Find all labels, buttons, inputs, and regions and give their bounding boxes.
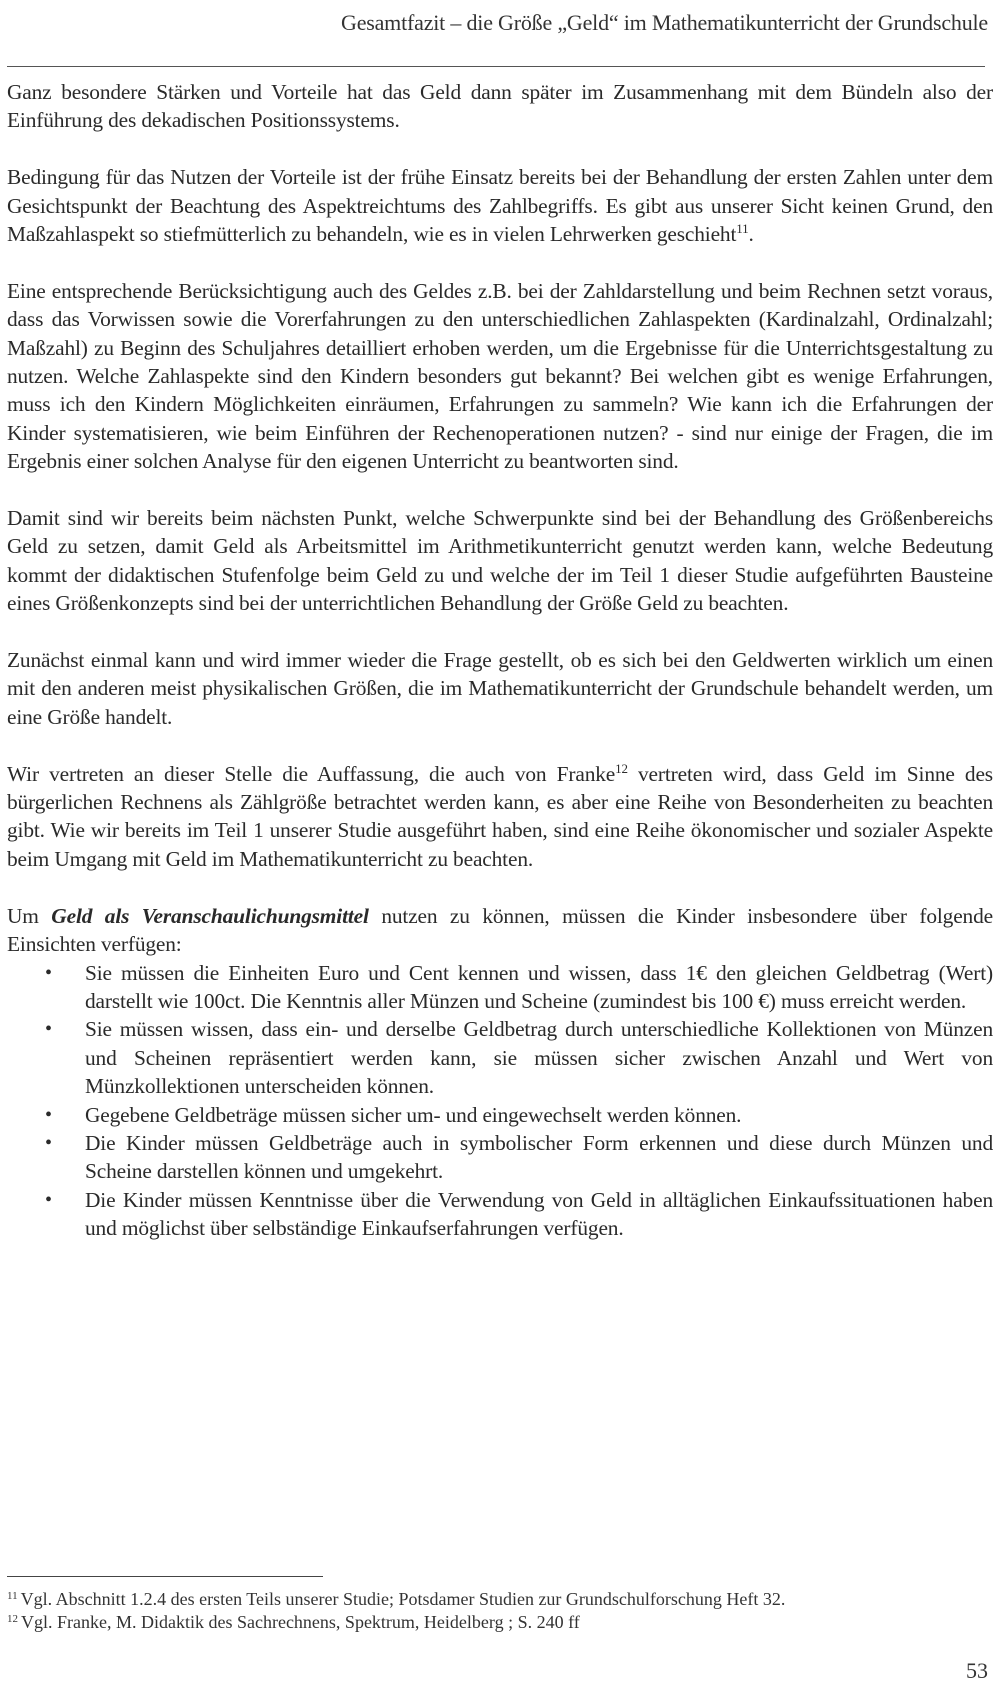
- running-header: Gesamtfazit – die Größe „Geld“ im Mathematikunterricht der Grundschule: [341, 10, 988, 35]
- footnote-text: Vgl. Franke, M. Didaktik des Sachrechnens, Spektrum, Heidelberg ; S. 240 ff: [21, 1612, 580, 1632]
- list-item-text: Sie müssen die Einheiten Euro und Cent kennen und wissen, dass 1€ den gleichen Geldbetrag (Wert) darstellt wie 100ct. Die Kenntnis aller Münzen und Scheine (zumindest bis 100 €) muss erreicht werden.: [85, 960, 993, 1013]
- paragraph-6: [7, 760, 993, 874]
- paragraph-6-start: Wir vertreten an dieser Stelle die Auffassung, die auch von Franke: [7, 761, 616, 786]
- bullet-icon: •: [45, 1103, 52, 1126]
- paragraph-6-end: vertreten wird, dass Geld im Sinne des bürgerlichen Rechnens als Zählgröße betrachtet werden kann, es aber eine Reihe von Besonderheiten zu beachten gibt. Wie wir bereits im Teil 1 unserer Studie ausgeführt haben, sind eine Reihe ökonomischer und sozialer Aspekte beim Umgang mit Geld im Mathematikunterricht zu beachten.: [7, 761, 993, 871]
- bullet-icon: •: [45, 961, 52, 984]
- footnote-ref-11[interactable]: 11: [736, 221, 749, 237]
- insights-bullet-list: [7, 959, 993, 1243]
- paragraph-7-end: nutzen zu können, müssen die Kinder insbesondere über folgende Einsichten verfügen:: [7, 903, 993, 957]
- footnote-12: [7, 1611, 987, 1634]
- paragraph-2-text: Bedingung für das Nutzen der Vorteile ist der frühe Einsatz bereits bei der Behandlung der ersten Zahlen unter dem Gesichtspunkt der Beachtung des Aspektreichtums des Zahlbegriffs. Es gibt aus unserer Sicht keinen Grund, den Maßzahlaspekt so stiefmütterlich zu behandeln, wie es in vielen Lehrwerken geschieht: [7, 165, 993, 247]
- paragraph-7: [7, 902, 993, 959]
- list-item: [7, 1129, 993, 1186]
- list-item-text: Die Kinder müssen Kenntnisse über die Verwendung von Geld in alltäglichen Einkaufssituationen haben und möglichst über selbständige Einkaufserfahrungen verfügen.: [85, 1187, 993, 1241]
- header-divider: [7, 66, 985, 67]
- footnote-divider: [7, 1576, 323, 1577]
- footnote-number: 12: [7, 1613, 18, 1625]
- paragraph-1: Ganz besondere Stärken und Vorteile hat das Geld dann später im Zusammenhang mit dem Bündeln also der Einführung des dekadischen Positionssystems.: [7, 80, 993, 133]
- list-item: [7, 1101, 993, 1129]
- list-item: [7, 1015, 993, 1100]
- emphasis-geld-als-veranschaulichungsmittel: Geld als Veranschaulichungsmittel: [51, 903, 369, 928]
- footnotes: [7, 1588, 987, 1634]
- list-item: [7, 1186, 993, 1243]
- paragraph-5: Zunächst einmal kann und wird immer wieder die Frage gestellt, ob es sich bei den Geldwerten wirklich um einen mit den anderen meist physikalischen Größen, die im Mathematikunterricht der Grundschule behandelt werden, um eine Größe handelt.: [7, 648, 993, 729]
- body-text: [7, 78, 993, 1243]
- list-item: [7, 959, 993, 1016]
- footnote-text: Vgl. Abschnitt 1.2.4 des ersten Teils unserer Studie; Potsdamer Studien zur Grundschulforschung Heft 32.: [20, 1589, 786, 1609]
- bullet-icon: •: [45, 1018, 52, 1041]
- bullet-icon: •: [45, 1131, 52, 1154]
- list-item-text: Sie müssen wissen, dass ein- und derselbe Geldbetrag durch unterschiedliche Kollektionen von Münzen und Scheinen repräsentiert werden kann, sie müssen sicher zwischen Anzahl und Wert von Münzkollektionen unterscheiden können.: [85, 1017, 993, 1099]
- paragraph-2-end: .: [748, 222, 754, 247]
- footnote-ref-12[interactable]: 12: [615, 760, 628, 776]
- list-item-text: Gegebene Geldbeträge müssen sicher um- und eingewechselt werden können.: [85, 1102, 742, 1127]
- paragraph-2: [7, 163, 993, 248]
- paragraph-4: Damit sind wir bereits beim nächsten Punkt, welche Schwerpunkte sind bei der Behandlung des Größenbereichs Geld zu setzen, damit Geld als Arbeitsmittel im Arithmetikunterricht genutzt werden kann, welche Bedeutung kommt der didaktischen Stufenfolge beim Geld zu und welche der im Teil 1 dieser Studie aufgeführten Bausteine eines Größenkonzepts sind bei der unterrichtlichen Behandlung der Größe Geld zu beachten.: [7, 506, 993, 616]
- list-item-text: Die Kinder müssen Geldbeträge auch in symbolischer Form erkennen und diese durch Münzen und Scheine darstellen können und umgekehrt.: [85, 1130, 993, 1184]
- paragraph-7-start: Um: [7, 903, 52, 928]
- footnote-number: 11: [7, 1590, 18, 1602]
- bullet-icon: •: [45, 1188, 52, 1211]
- paragraph-3: Eine entsprechende Berücksichtigung auch des Geldes z.B. bei der Zahldarstellung und beim Rechnen setzt voraus, dass das Vorwissen sowie die Vorerfahrungen zu den unterschiedlichen Zahlaspekten (Kardinalzahl, Ordinalzahl; Maßzahl) zu Beginn des Schuljahres detailliert erhoben werden, um die Ergebnisse für die Unterrichtsgestaltung zu nutzen. Welche Zahlaspekte sind den Kindern besonders gut bekannt? Bei welchen gibt es wenige Erfahrungen, muss ich den Kindern Möglichkeiten einräumen, Erfahrungen zu sammeln? Wie kann ich die Erfahrungen der Kinder systematisieren, wie beim Einführen der Rechenoperationen nutzen? - sind nur einige der Fragen, die im Ergebnis einer solchen Analyse für den eigenen Unterricht zu beantworten sind.: [7, 278, 993, 474]
- page-number: 53: [966, 1658, 988, 1683]
- footnote-11: [7, 1588, 987, 1611]
